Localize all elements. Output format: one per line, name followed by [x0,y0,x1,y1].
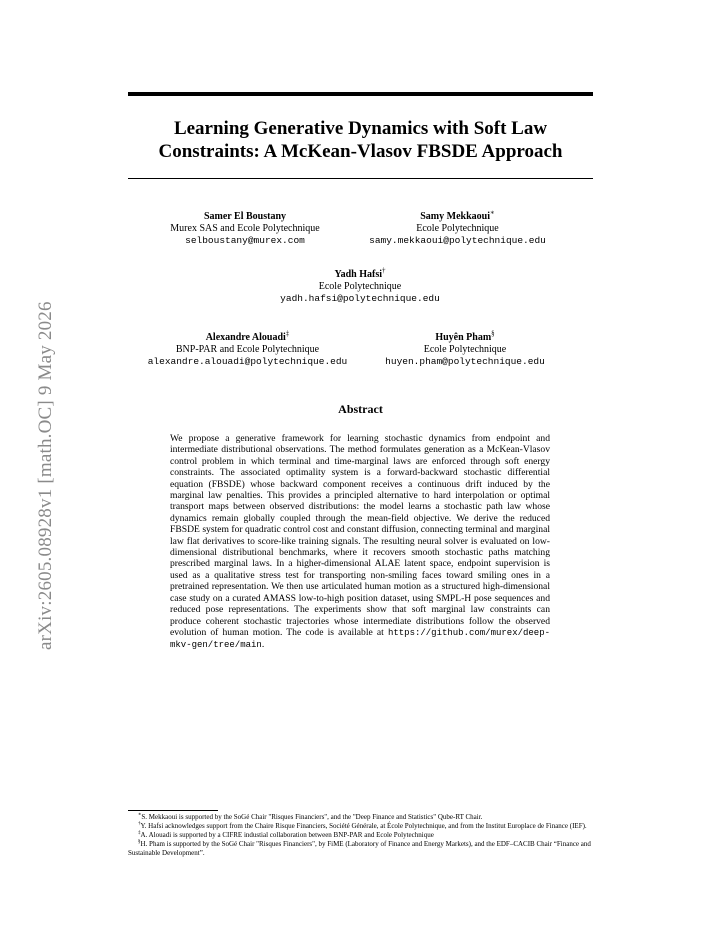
author-affiliation: BNP-PAR and Ecole Polytechnique [175,344,320,355]
title-top-rule [128,92,593,96]
footnote-mark: † [138,821,141,827]
author-email[interactable]: samy.mekkaoui@polytechnique.edu [369,235,546,246]
arxiv-identifier: arXiv:2605.08928v1 [math.OC] 9 May 2026 [35,301,56,650]
author-affiliation: Ecole Polytechnique [416,223,499,234]
author-name: Samy Mekkaoui [420,211,490,222]
author-name: Huyên Pham [435,332,492,343]
author-name: Samer El Boustany [203,211,287,222]
author-email[interactable]: huyen.pham@polytechnique.edu [385,356,545,367]
footnote-item [128,822,593,831]
footnote-mark: § [138,839,141,845]
footnote-mark: ∗ [138,812,142,818]
author-affiliation: Ecole Polytechnique [423,344,507,355]
footnote-item [128,840,593,858]
author-name: Yadh Hafsi [334,269,382,280]
author-email[interactable]: yadh.hafsi@polytechnique.edu [280,293,440,304]
footnote-text: A. Alouadi is supported by a CIFRE industial collaboration between BNP-PAR and Ecole Polytechnique [140,831,434,839]
author-email[interactable]: selboustany@murex.com [185,235,305,246]
abstract-heading: Abstract [338,402,383,416]
footnote-item [128,831,593,840]
author-affiliation: Murex SAS and Ecole Polytechnique [170,223,320,234]
author-name: Alexandre Alouadi [205,332,286,343]
author-email[interactable]: alexandre.alouadi@polytechnique.edu [147,356,348,367]
paper-title: Learning Generative Dynamics with Soft Law Constraints: A McKean-Vlasov FBSDE Approach [158,118,563,162]
footnote-item [128,813,593,822]
footnote-text: Y. Hafsi acknowledges support from the Chaire Risque Financiers, Société Générale, at École Polytechnique, and from the Institut Europlace de Finance (IEF). [140,822,587,830]
footnote-mark[interactable]: ∗ [489,208,495,217]
footnote-text: S. Mekkaoui is supported by the SoGé Chair "Risques Financiers", and the "Deep Finance and Statistics" Qube-RT Chair. [141,813,483,821]
footnote-rule [128,810,218,811]
author-block [340,208,575,247]
title-bottom-rule [128,178,593,179]
footnote-mark: ‡ [138,830,141,836]
abstract-text: We propose a generative framework for learning stochastic dynamics from endpoint and intermediate distributional observations. The method formulates generation as a McKean-Vlasov control problem in which terminal and time-marginal laws are enforced through soft energy constraints. The associated optimality system is a forward-backward stochastic differential equation (FBSDE) whose backward component receives a continuous drift induced by the marginal law penalties. This provides a principled alternative to hard interpolation or optimal transport maps between observed distributions: the model learns a stochastic path law whose dynamics remain globally coupled through the mean-field objective. We derive the reduced FBSDE system for quadratic control cost and constant diffusion, connecting terminal and marginal law flat derivatives to score-like training signals. The resulting neural solver is evaluated on low-dimensional distributional benchmarks, where it recovers smooth stochastic paths matching prescribed marginal laws. In a higher-dimensional ALAE latent space, endpoint supervision is used as a qualitative stress test for transporting non-smiling faces toward smiling ones in a pretrained representation. We then use articulated human motion as a structured high-dimensional case study on a curated AMASS low-to-high position dataset, using SMPL-H pose sequences and reduced pose representations. The experiments show that soft marginal law constraints can produce coherent stochastic trajectories whose intermediate distributions follow the observed evolution of human motion. The code is available at [170,433,550,638]
author-block [240,266,480,305]
author-block [140,329,355,368]
code-link[interactable]: https://github.com/murex/deep-mkv-gen/tree/main [170,627,550,651]
footnote-text: H. Pham is supported by the SoGé Chair "Risques Financiers", by FiME (Laboratory of Finance and Energy Markets), and the EDF–CACIB Chair “Finance and Sustainable Development”. [128,840,591,857]
footnote-mark[interactable]: ‡ [285,329,290,338]
footnote-mark[interactable]: † [382,266,386,275]
abstract-body [170,433,550,652]
author-affiliation: Ecole Polytechnique [318,281,402,292]
footnote-mark[interactable]: § [491,329,495,338]
author-block [355,329,575,368]
author-block [140,211,350,247]
footnotes [128,813,593,858]
abstract-end: . [261,639,265,651]
